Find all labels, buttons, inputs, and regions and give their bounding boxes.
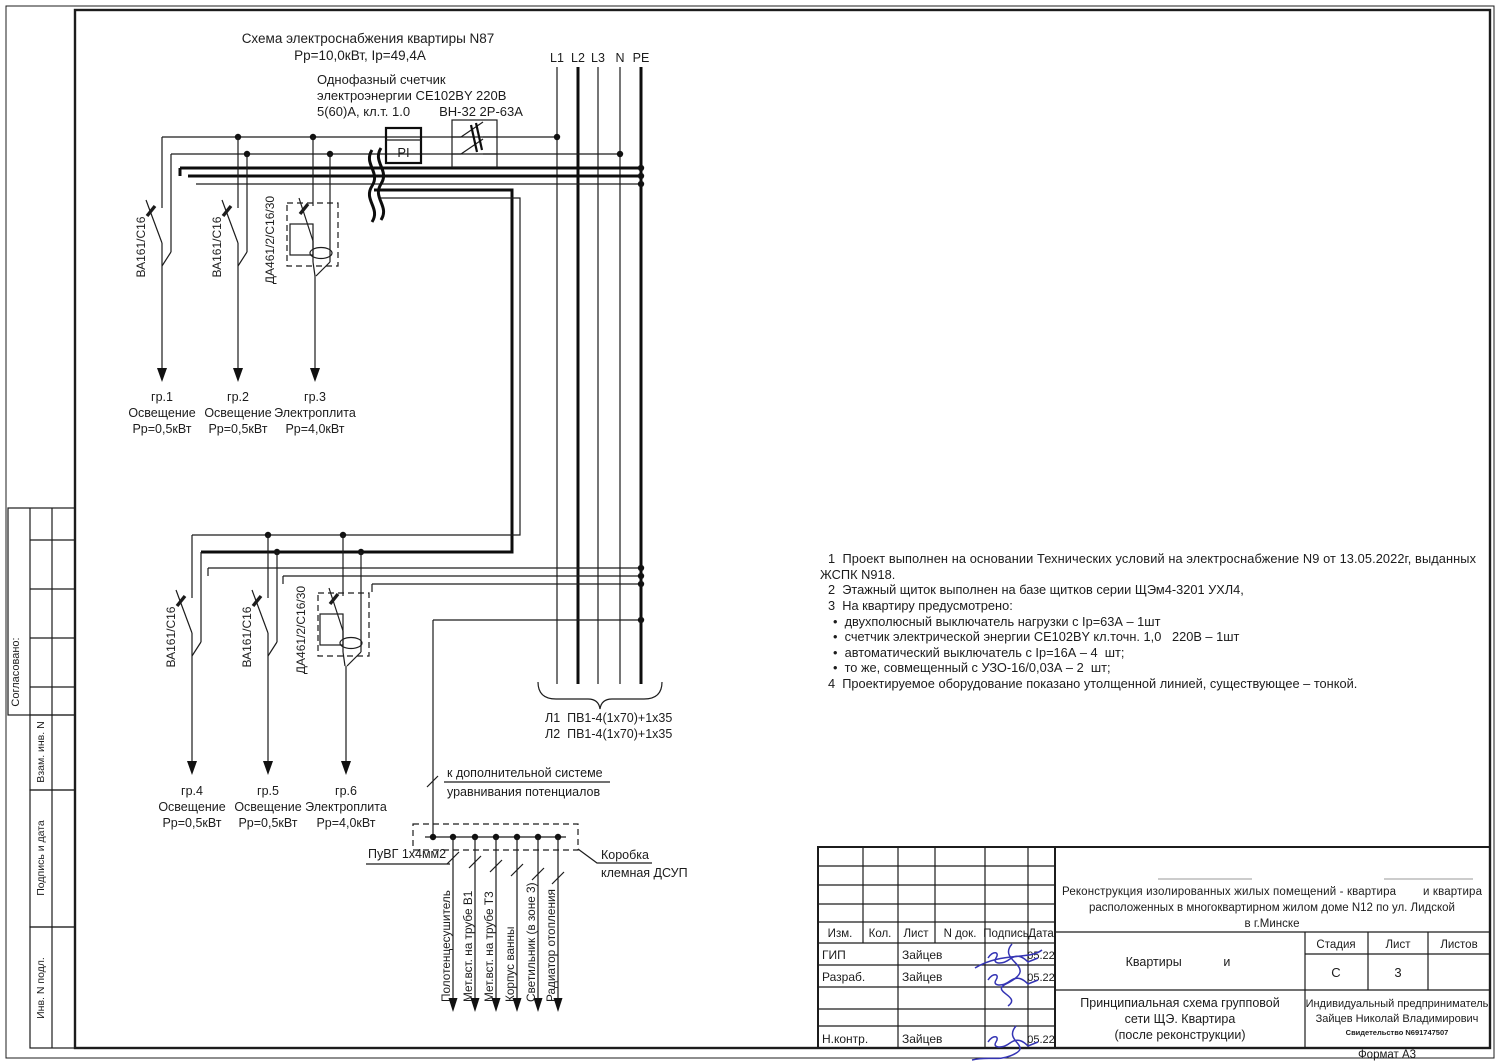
junction-box-label-1: Коробка	[601, 848, 649, 862]
output-label: Мет.вст. на трубе Т3	[482, 891, 496, 1002]
sheet-header: Лист	[1385, 939, 1411, 951]
col-data: Дата	[1028, 928, 1054, 940]
bus-label-l3: L3	[591, 51, 605, 65]
breaker-label: ДА461/2/С16/30	[294, 585, 308, 675]
project-line-2: расположенных в многоквартирном жилом доме N12 по ул. Лидской	[1089, 902, 1455, 914]
format-label: Формат А3	[1357, 1049, 1417, 1061]
group-power: Рр=0,5кВт	[238, 816, 298, 830]
object-name: Квартиры и	[1125, 955, 1231, 969]
group-power: Рр=0,5кВт	[208, 422, 268, 436]
left-margin-stamps	[8, 508, 75, 1048]
note-line: ЖСПК N918.	[820, 567, 896, 582]
breaker-label: ВА161/С16	[134, 216, 148, 278]
group-id: гр.5	[257, 784, 279, 798]
note-line: 2 Этажный щиток выполнен на базе щитков серии ЩЭм4-3201 УХЛ4,	[828, 582, 1244, 597]
row-role: Н.контр.	[822, 1032, 869, 1046]
bus-label-n: N	[615, 51, 625, 65]
group-power: Рр=0,5кВт	[162, 816, 222, 830]
ip-line-2: Зайцев Николай Владимирович	[1315, 1013, 1479, 1025]
breaker-label: ДА461/2/С16/30	[263, 195, 277, 285]
output-label: Радиатор отопления	[544, 889, 558, 1002]
output-label: Светильник (в зоне 3)	[524, 882, 538, 1002]
title-block	[818, 847, 1490, 1060]
project-line-3: в г.Минске	[1244, 918, 1300, 930]
group-power: Рр=4,0кВт	[285, 422, 345, 436]
riser-cable-brace	[538, 682, 672, 741]
doc-title-2: сети ЩЭ. Квартира	[1124, 1012, 1236, 1026]
note-line: 1 Проект выполнен на основании Технических условий на электроснабжение N9 от 13.05.2022г, выданных	[828, 551, 1476, 566]
electric-meter	[386, 128, 421, 163]
col-ndok: N док.	[943, 928, 977, 940]
riser-buses	[550, 51, 649, 684]
switch-label: ВН-32 2Р-63А	[439, 104, 523, 119]
sheets-header: Листов	[1440, 939, 1478, 951]
breaker-group-2	[204, 137, 271, 436]
stage-value: С	[1331, 965, 1341, 980]
doc-title-3: (после реконструкции)	[1114, 1028, 1246, 1042]
note-line: 3 На квартиру предусмотрено:	[828, 598, 1013, 613]
meter-label-1: Однофазный счетчик	[317, 72, 446, 87]
note-line: • двухполюсный выключатель нагрузки с Iр=63А – 1шт	[833, 614, 1161, 629]
bonding-outputs	[439, 837, 564, 1012]
group-load: Освещение	[204, 406, 272, 420]
row-name: Зайцев	[902, 1032, 943, 1046]
bonding-note-2: уравнивания потенциалов	[447, 785, 601, 799]
sheet-value: 3	[1394, 965, 1402, 980]
riser-cable-2: Л2 ПВ1-4(1х70)+1х35	[545, 727, 673, 741]
junction-box-label-2: клемная ДСУП	[601, 866, 688, 880]
breaker-group-4	[158, 535, 225, 830]
meter-label-2: электроэнергии СЕ102BY 220В	[317, 88, 507, 103]
upper-feeder-lines	[162, 137, 641, 552]
riser-cable-1: Л1 ПВ1-4(1х70)+1х35	[545, 711, 673, 725]
col-list: Лист	[903, 928, 929, 940]
note-line: • то же, совмещенный с УЗО-16/0,03А – 2 шт;	[833, 660, 1111, 675]
bus-label-l1: L1	[550, 51, 564, 65]
project-line-1: Реконструкция изолированных жилых помещений - квартира и квартира	[1062, 886, 1482, 898]
meter-label-3: 5(60)А, кл.т. 1.0	[317, 104, 411, 119]
stage-header: Стадия	[1316, 939, 1356, 951]
agreed-label: Согласовано:	[10, 637, 22, 707]
ip-line-3: Свидетельство N691747507	[1345, 1028, 1449, 1037]
group-id: гр.2	[227, 390, 249, 404]
meter-code: PI	[397, 145, 410, 160]
bus-label-pe: PE	[632, 51, 650, 65]
puvg-cable-label: ПуВГ 1х4мм2	[368, 847, 447, 861]
group-load: Электроплита	[274, 406, 356, 420]
breaker-group-1	[128, 137, 195, 436]
group-load: Электроплита	[305, 800, 387, 814]
output-label: Полотенцесушитель	[439, 890, 453, 1002]
meter-labels	[317, 72, 523, 119]
row-role: ГИП	[822, 948, 846, 962]
note-line: 4 Проектируемое оборудование показано утолщенной линией, существующее – тонкой.	[828, 676, 1358, 691]
schematic-title	[242, 31, 495, 63]
output-label: Корпус ванны	[503, 926, 517, 1002]
breaker-label: ВА161/С16	[210, 216, 224, 278]
group-load: Освещение	[128, 406, 196, 420]
vzam-label: Взам. инв. N	[35, 721, 47, 783]
row-name: Зайцев	[902, 970, 943, 984]
breaker-group-5	[234, 535, 301, 830]
col-kol: Кол.	[868, 928, 892, 940]
podpis-label: Подпись и дата	[35, 820, 47, 896]
row-date: 05.22	[1027, 972, 1055, 984]
doc-title-1: Принципиальная схема групповой	[1080, 996, 1280, 1010]
group-id: гр.3	[304, 390, 326, 404]
note-line: • счетчик электрической энергии СЕ102BY кл.точн. 1,0 220В – 1шт	[833, 629, 1240, 644]
sheet-frame	[6, 6, 1494, 1058]
notes-block	[820, 551, 1477, 691]
schematic-title-line1: Схема электроснабжения квартиры N87	[241, 31, 495, 46]
load-switch	[452, 120, 497, 167]
bonding-note-1: к дополнительной системе	[447, 766, 603, 780]
col-izm: Изм.	[827, 928, 853, 940]
bonding-box-dsup	[366, 620, 688, 880]
col-podpis: Подпись	[983, 928, 1029, 940]
bus-label-l2: L2	[571, 51, 585, 65]
group-id: гр.1	[151, 390, 173, 404]
breaker-label: ВА161/С16	[240, 606, 254, 668]
junction-dots-upper	[235, 134, 644, 187]
output-label: Мет.вст. на трубе В1	[461, 890, 475, 1002]
breaker-group-3-rcbo	[263, 137, 356, 436]
row-role: Разраб.	[822, 970, 866, 984]
note-line: • автоматический выключатель с Iр=16А – 4 шт;	[833, 645, 1125, 660]
breaker-group-6-rcbo	[294, 535, 387, 830]
row-date: 05.22	[1027, 1034, 1055, 1046]
inv-label: Инв. N подл.	[35, 957, 47, 1019]
group-power: Рр=0,5кВт	[132, 422, 192, 436]
breaker-label: ВА161/С16	[164, 606, 178, 668]
group-load: Освещение	[158, 800, 226, 814]
row-name: Зайцев	[902, 948, 943, 962]
row-date: 05.22	[1027, 950, 1055, 962]
group-load: Освещение	[234, 800, 302, 814]
group-power: Рр=4,0кВт	[316, 816, 376, 830]
ip-line-1: Индивидуальный предприниматель	[1305, 998, 1489, 1010]
schematic-title-line2: Рр=10,0кВт, Iр=49,4А	[294, 48, 426, 63]
group-id: гр.6	[335, 784, 357, 798]
group-id: гр.4	[181, 784, 203, 798]
